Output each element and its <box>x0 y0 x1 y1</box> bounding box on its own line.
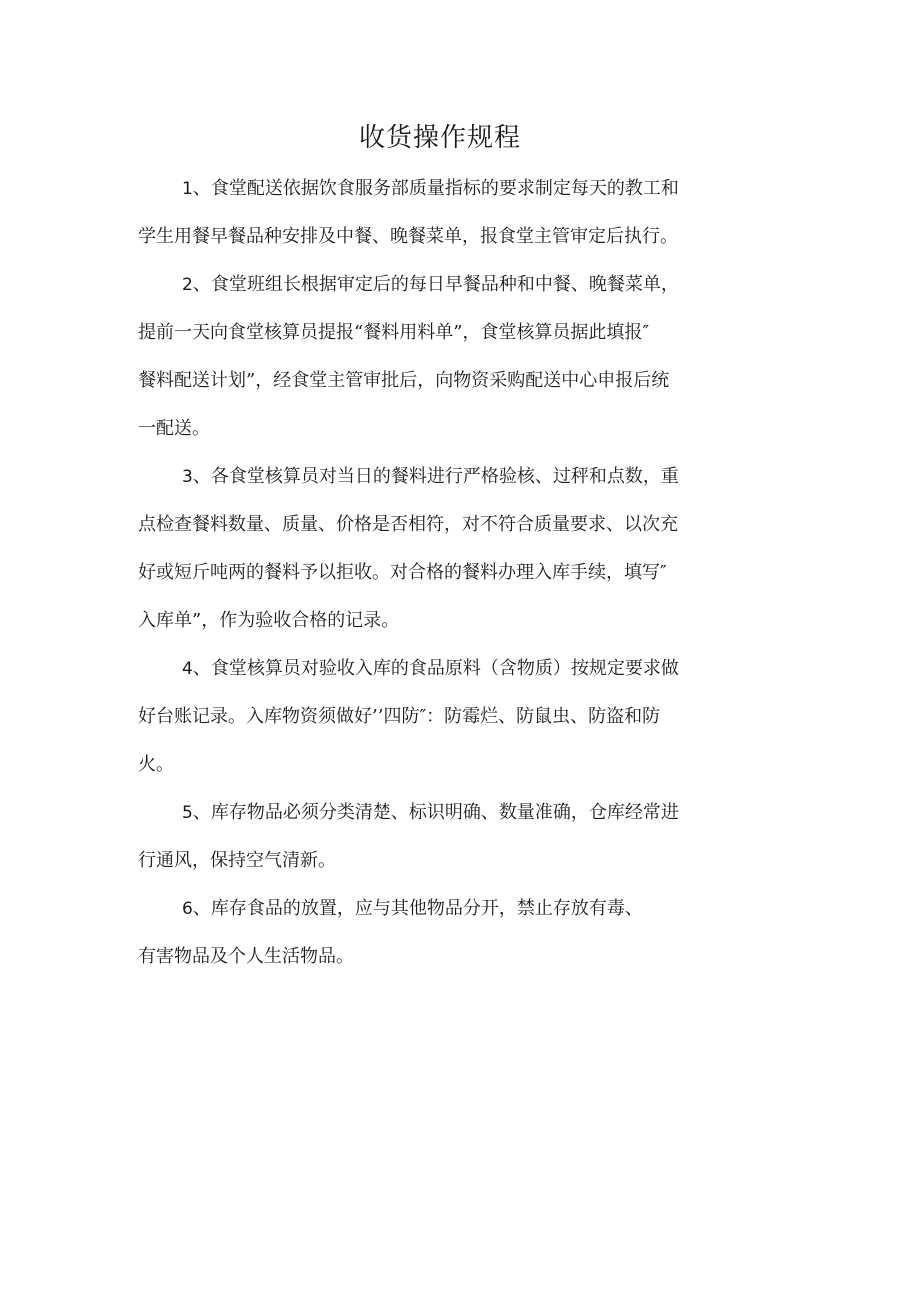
paragraph-number: 5 <box>182 803 193 823</box>
paragraph-line: 一配送。 <box>138 418 210 439</box>
paragraph-line: 餐料配送计划”，经食堂主管审批后，向物资采购配送中心申报后统 <box>138 370 670 391</box>
paragraph-5 <box>138 789 748 885</box>
paragraph-3 <box>138 453 748 645</box>
paragraph-line: 3、各食堂核算员对当日的餐料进行严格验核、过秤和点数，重 <box>182 466 679 487</box>
paragraph-line: 提前一天向食堂核算员提报“餐料用料单”，食堂核算员据此填报″ <box>138 322 650 343</box>
paragraph-line: 6、库存食品的放置，应与其他物品分开，禁止存放有毒、 <box>182 898 643 919</box>
paragraph-line: 学生用餐早餐品种安排及中餐、晚餐菜单，报食堂主管审定后执行。 <box>138 226 678 247</box>
paragraph-number: 2 <box>182 275 193 295</box>
paragraph-line: 有害物品及个人生活物品。 <box>138 946 354 967</box>
document-title: 收货操作规程 <box>358 123 521 153</box>
paragraph-number: 3 <box>182 467 193 487</box>
paragraph-number: 6 <box>182 899 193 919</box>
paragraph-line: 火。 <box>138 754 174 775</box>
paragraph-4 <box>138 645 748 789</box>
document-body <box>138 165 748 981</box>
paragraph-line: 点检查餐料数量、质量、价格是否相符，对不符合质量要求、以次充 <box>138 514 678 535</box>
paragraph-number: 1 <box>182 179 193 199</box>
paragraph-line: 5、库存物品必须分类清楚、标识明确、数量准确，仓库经常进 <box>182 802 679 823</box>
paragraph-number: 4 <box>182 659 193 679</box>
paragraph-1 <box>138 165 748 261</box>
paragraph-line: 好或短斤吨两的餐料予以拒收。对合格的餐料办理入库手续，填写″ <box>138 562 667 583</box>
paragraph-2 <box>138 261 748 453</box>
paragraph-line: 4、食堂核算员对验收入库的食品原料（含物质）按规定要求做 <box>182 658 679 679</box>
paragraph-line: 行通风，保持空气清新。 <box>138 850 336 871</box>
paragraph-line: 1、食堂配送依据饮食服务部质量指标的要求制定每天的教工和 <box>182 178 679 199</box>
paragraph-line: 2、食堂班组长根据审定后的每日早餐品种和中餐、晚餐菜单， <box>182 274 679 295</box>
paragraph-line: 入库单”，作为验收合格的记录。 <box>138 610 400 631</box>
paragraph-6 <box>138 885 748 981</box>
paragraph-line: 好台账记录。入库物资须做好’’四防″：防霉烂、防鼠虫、防盗和防 <box>138 706 661 727</box>
